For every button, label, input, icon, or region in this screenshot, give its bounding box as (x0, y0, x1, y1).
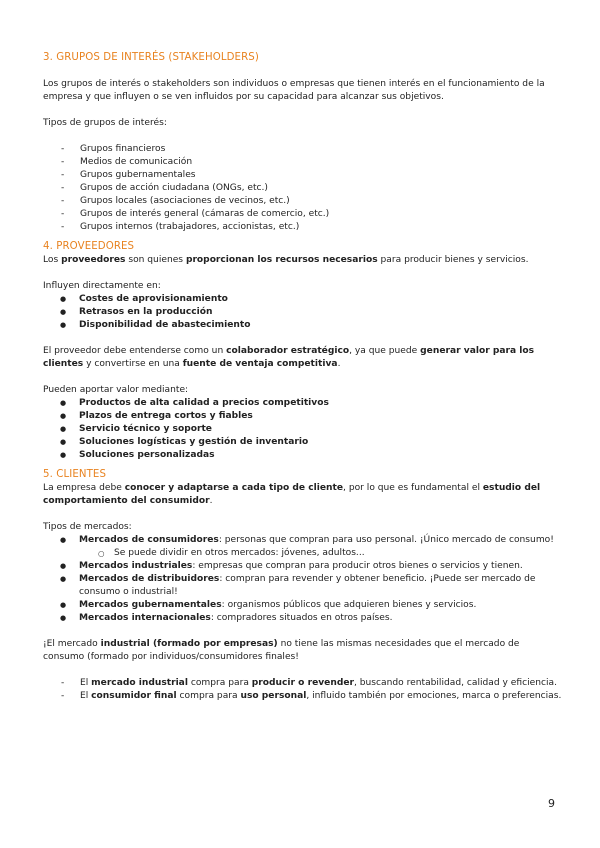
list-item: ● Costes de aprovisionamiento (43, 293, 563, 306)
section-heading-stakeholders: 3. GRUPOS DE INTERÉS (STAKEHOLDERS) (43, 52, 259, 63)
markets-sublist (43, 547, 563, 560)
clientes-intro: La empresa debe conocer y adaptarse a cada tipo de cliente, por lo que es fundamental el estudio del comportamiento del consumidor. (43, 483, 541, 506)
page-number: 9 (548, 797, 555, 810)
list-item: ● Mercados industriales: empresas que compran para producir otros bienes o servicios y tienen. (43, 560, 563, 573)
list-item: ● Soluciones logísticas y gestión de inventario (43, 436, 563, 449)
list-item: ● Mercados internacionales: compradores situados en otros países. (43, 612, 563, 625)
stakeholder-types-list (43, 143, 563, 234)
section-heading-proveedores: 4. PROVEEDORES (43, 241, 135, 252)
list-item: - Medios de comunicación (43, 156, 563, 169)
list-item: ● Disponibilidad de abastecimiento (43, 319, 563, 332)
list-item: - Grupos financieros (43, 143, 563, 156)
list-item: ● Soluciones personalizadas (43, 449, 563, 462)
list-item: ● Productos de alta calidad a precios competitivos (43, 397, 563, 410)
list-item: - El mercado industrial compra para producir o revender, buscando rentabilidad, calidad y eficiencia. (43, 677, 563, 690)
list-item: - El consumidor final compra para uso personal, influido también por emociones, marca o preferencias. (43, 690, 563, 703)
markets-list (43, 534, 563, 547)
section-heading-clientes: 5. CLIENTES (43, 469, 107, 480)
proveedores-definition: Los proveedores son quienes proporcionan los recursos necesarios para producir bienes y servicios. (43, 255, 529, 265)
list-item: ● Mercados de consumidores: personas que compran para uso personal. ¡Único mercado de consumo! (43, 534, 563, 547)
list-item: ● Retrasos en la producción (43, 306, 563, 319)
list-item: ● Mercados de distribuidores: compran para revender y obtener beneficio. ¡Puede ser mercado de consumo o industrial! (43, 573, 563, 599)
list-item: - Grupos internos (trabajadores, accionistas, etc.) (43, 221, 563, 234)
stakeholders-intro: Los grupos de interés o stakeholders son individuos o empresas que tienen interés en el funcionamiento de la empresa y que influyen o se ven influidos por su capacidad para alcanzar sus objetivos. (43, 79, 545, 102)
list-item: - Grupos de acción ciudadana (ONGs, etc.) (43, 182, 563, 195)
list-item: ○ Se puede dividir en otros mercados: jóvenes, adultos... (43, 547, 563, 560)
comparison-list (43, 677, 563, 703)
markets-label: Tipos de mercados: (43, 522, 132, 532)
list-item: - Grupos de interés general (cámaras de comercio, etc.) (43, 208, 563, 221)
markets-list-continued (43, 560, 563, 625)
industrial-note: ¡El mercado industrial (formado por empresas) no tiene las mismas necesidades que el mercado de consumo (formado por individuos/consumidores finales! (43, 639, 520, 662)
influence-list (43, 293, 563, 332)
stakeholder-types-label: Tipos de grupos de interés: (43, 118, 167, 128)
influence-label: Influyen directamente en: (43, 281, 161, 291)
page-content (43, 51, 563, 703)
list-item: ● Servicio técnico y soporte (43, 423, 563, 436)
list-item: - Grupos locales (asociaciones de vecinos, etc.) (43, 195, 563, 208)
list-item: - Grupos gubernamentales (43, 169, 563, 182)
list-item: ● Plazos de entrega cortos y fiables (43, 410, 563, 423)
value-label: Pueden aportar valor mediante: (43, 385, 189, 395)
value-list (43, 397, 563, 462)
collaborator-paragraph: El proveedor debe entenderse como un colaborador estratégico, ya que puede generar valor para los clientes y convertirse en una fuente de ventaja competitiva. (43, 346, 535, 369)
list-item: ● Mercados gubernamentales: organismos públicos que adquieren bienes y servicios. (43, 599, 563, 612)
